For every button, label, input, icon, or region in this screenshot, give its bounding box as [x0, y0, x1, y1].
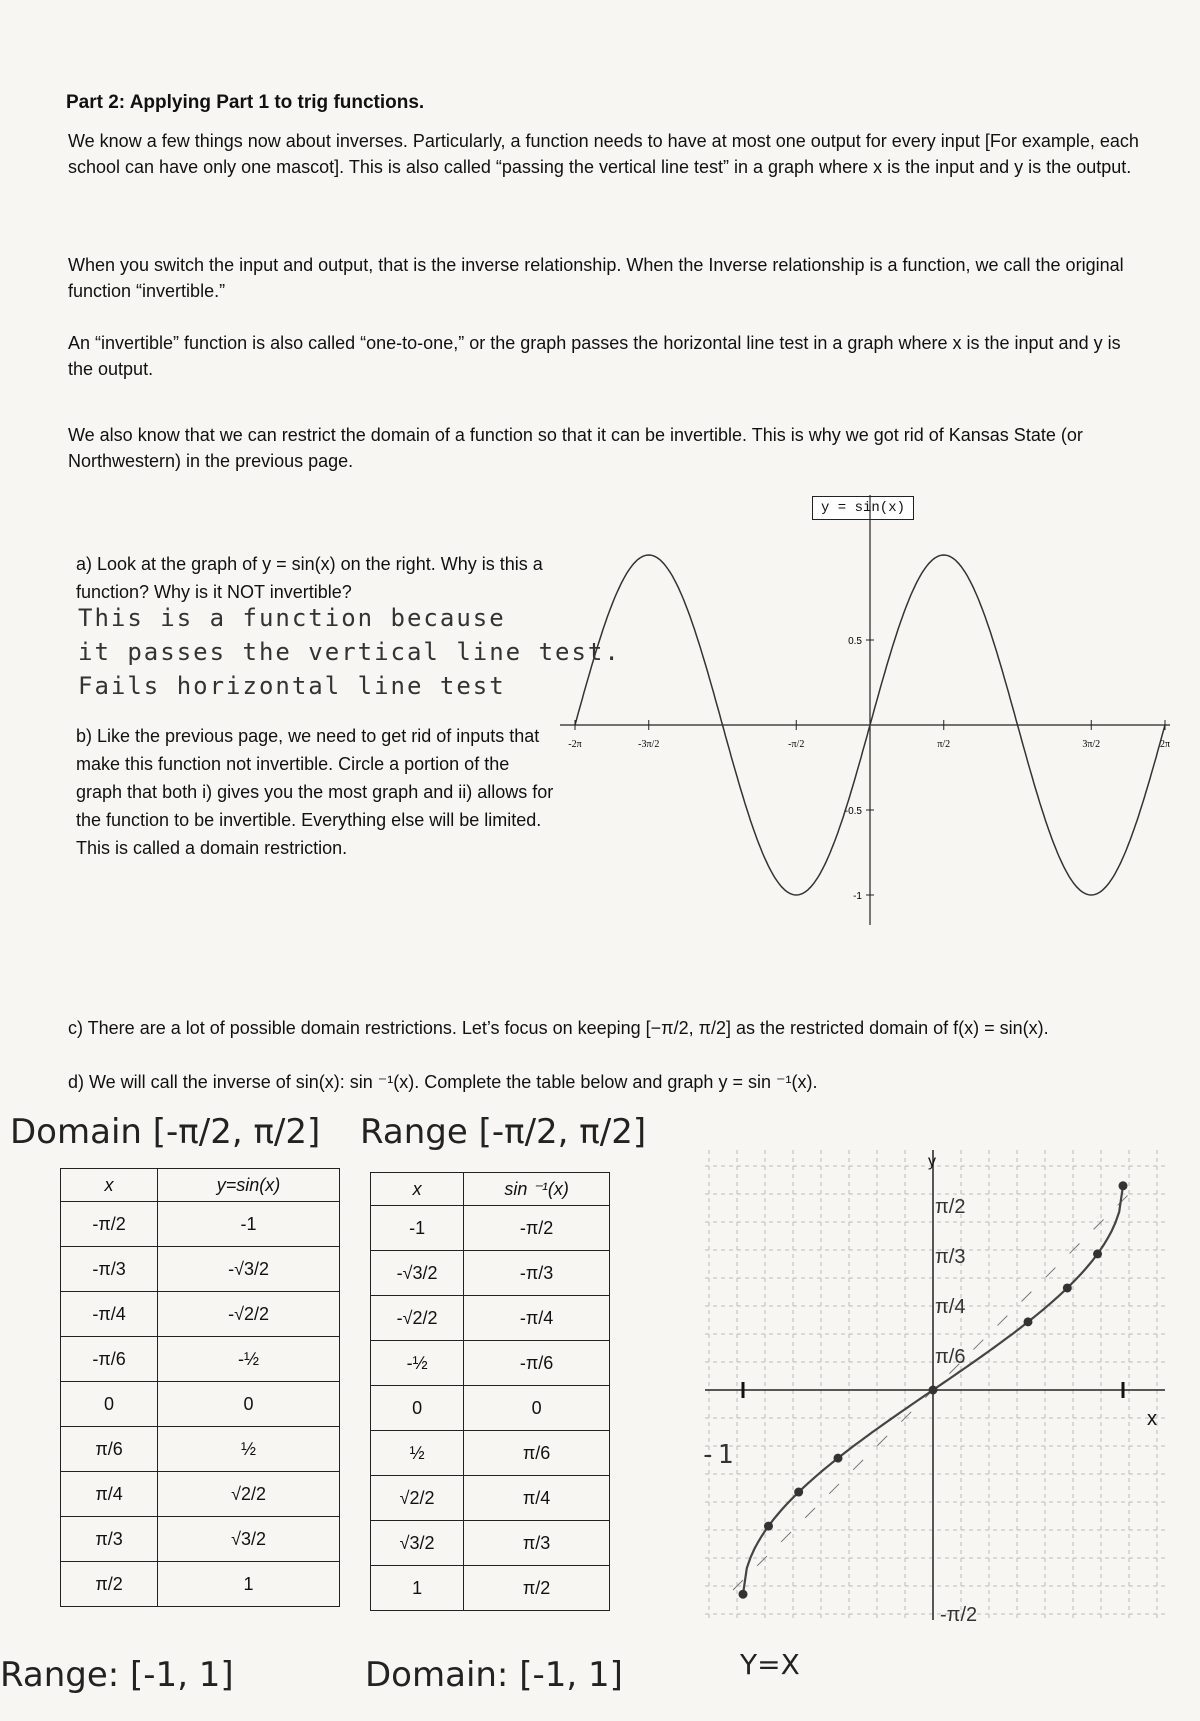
t1-y-cell: 0 [158, 1382, 340, 1427]
table-row [371, 1431, 610, 1476]
table-arcsin [370, 1172, 610, 1611]
table1-header-y: y=sin(x) [158, 1169, 340, 1202]
table-row [61, 1427, 340, 1472]
x-tick-label: -π/2 [788, 739, 805, 750]
table-row [371, 1476, 610, 1521]
t2-y-cell: -π/2 [464, 1206, 610, 1251]
graph2-label-pi2: π/2 [935, 1196, 966, 1218]
t1-x-cell: -π/4 [61, 1292, 158, 1337]
table1-header-x: x [61, 1169, 158, 1202]
table-row [371, 1521, 610, 1566]
table-row [371, 1296, 610, 1341]
x-tick-label: π/2 [937, 739, 951, 750]
t2-y-cell: π/2 [464, 1566, 610, 1611]
graph2-left-mark: -1 [700, 1440, 736, 1470]
x-tick-label: 3π/2 [1082, 739, 1101, 750]
graph2-line-label: Y=X [740, 1648, 800, 1681]
t2-x-cell: -√2/2 [371, 1296, 464, 1341]
graph2-label-pi4: π/4 [935, 1296, 966, 1318]
t2-x-cell: √3/2 [371, 1521, 464, 1566]
range-below: Range: [-1, 1] [0, 1655, 234, 1695]
data-point [1063, 1283, 1072, 1292]
t1-y-cell: √2/2 [158, 1472, 340, 1517]
table-row [371, 1566, 610, 1611]
t2-x-cell: ½ [371, 1431, 464, 1476]
t1-x-cell: π/3 [61, 1517, 158, 1562]
data-point [929, 1386, 938, 1395]
t2-x-cell: √2/2 [371, 1476, 464, 1521]
t2-y-cell: 0 [464, 1386, 610, 1431]
data-point [834, 1454, 843, 1463]
data-point [794, 1488, 803, 1497]
t2-x-cell: -1 [371, 1206, 464, 1251]
paragraph-3: An “invertible” function is also called “one-to-one,” or the graph passes the horizontal line test in a graph where x is the input and y is the output. [68, 333, 1121, 379]
graph2-label-neg-pi2: -π/2 [940, 1604, 978, 1626]
t1-y-cell: -1 [158, 1202, 340, 1247]
t1-x-cell: -π/2 [61, 1202, 158, 1247]
table-row [371, 1386, 610, 1431]
graph2-label-pi3: π/3 [935, 1246, 966, 1268]
question-a: a) Look at the graph of y = sin(x) on the right. Why is this a function? Why is it NOT invertible? [76, 554, 543, 602]
t2-y-cell: π/4 [464, 1476, 610, 1521]
t1-x-cell: -π/6 [61, 1337, 158, 1382]
data-point [764, 1522, 773, 1531]
t2-x-cell: -½ [371, 1341, 464, 1386]
paragraph-1: We know a few things now about inverses. Particularly, a function needs to have at most one output for every input [For example, each school can have only one mascot]. This is also called “passing the vertical line test” in a graph where x is the input and y is the output. [68, 131, 1139, 177]
range-note: Range [-π/2, π/2] [360, 1112, 647, 1152]
t1-y-cell: ½ [158, 1427, 340, 1472]
t2-x-cell: 0 [371, 1386, 464, 1431]
table-row [61, 1247, 340, 1292]
t2-y-cell: -π/4 [464, 1296, 610, 1341]
t2-y-cell: π/3 [464, 1521, 610, 1566]
paragraph-2: When you switch the input and output, that is the inverse relationship. When the Inverse relationship is a function, we call the original function “invertible.” [68, 255, 1124, 301]
graph2-label-pi6: π/6 [935, 1346, 966, 1368]
x-tick-label: -3π/2 [638, 739, 660, 750]
table-row [371, 1341, 610, 1386]
t1-x-cell: π/6 [61, 1427, 158, 1472]
table-row [61, 1562, 340, 1607]
t1-x-cell: π/2 [61, 1562, 158, 1607]
domain-note: Domain [-π/2, π/2] [10, 1112, 321, 1152]
graph2-y-axis-label: y [928, 1153, 936, 1170]
t1-y-cell: √3/2 [158, 1517, 340, 1562]
table-row [61, 1292, 340, 1337]
table-row [61, 1472, 340, 1517]
answer-a-line3: Fails horizontal line test [78, 672, 506, 700]
t1-x-cell: π/4 [61, 1472, 158, 1517]
x-tick-label: 2π [1159, 739, 1170, 750]
y-tick-label: -1 [853, 891, 862, 902]
table-row [371, 1206, 610, 1251]
t1-y-cell: -√3/2 [158, 1247, 340, 1292]
t1-y-cell: -½ [158, 1337, 340, 1382]
table2-header-y: sin ⁻¹(x) [464, 1173, 610, 1206]
table-row [61, 1202, 340, 1247]
t2-y-cell: π/6 [464, 1431, 610, 1476]
data-point [1093, 1249, 1102, 1258]
table2-header-x: x [371, 1173, 464, 1206]
data-point [1024, 1317, 1033, 1326]
t1-x-cell: -π/3 [61, 1247, 158, 1292]
answer-a-line1: This is a function because [78, 604, 506, 632]
sine-graph [560, 495, 1170, 925]
data-point [1119, 1181, 1128, 1190]
question-b: b) Like the previous page, we need to get rid of inputs that make this function not invertible. Circle a portion of the graph that both i) gives you the most graph and ii) allows for the function to be invertible. Everything else will be limited. This is called a domain restriction. [76, 726, 554, 858]
table-row [61, 1517, 340, 1562]
data-point [739, 1590, 748, 1599]
answer-a-line2: it passes the vertical line test. [78, 638, 621, 666]
t2-x-cell: -√3/2 [371, 1251, 464, 1296]
table-row [61, 1337, 340, 1382]
question-d: d) We will call the inverse of sin(x): sin ⁻¹(x). Complete the table below and graph y = sin ⁻¹(x). [68, 1072, 818, 1092]
t2-x-cell: 1 [371, 1566, 464, 1611]
arcsin-graph [705, 1150, 1165, 1620]
y-tick-label: 0.5 [848, 636, 862, 647]
part-title: Part 2: Applying Part 1 to trig functions. [66, 92, 425, 113]
t1-x-cell: 0 [61, 1382, 158, 1427]
table-sin [60, 1168, 340, 1607]
t2-y-cell: -π/6 [464, 1341, 610, 1386]
y-tick-label: -0.5 [844, 806, 862, 817]
table-row [61, 1382, 340, 1427]
graph-legend: y = sin(x) [812, 496, 914, 520]
table-row [371, 1251, 610, 1296]
t1-y-cell: 1 [158, 1562, 340, 1607]
domain-below: Domain: [-1, 1] [365, 1655, 623, 1695]
t2-y-cell: -π/3 [464, 1251, 610, 1296]
graph2-x-axis-label: x [1147, 1408, 1157, 1430]
question-c: c) There are a lot of possible domain restrictions. Let’s focus on keeping [−π/2, π/2] as the restricted domain of f(x) = sin(x). [68, 1018, 1049, 1038]
paragraph-4: We also know that we can restrict the domain of a function so that it can be invertible. This is why we got rid of Kansas State (or Northwestern) in the previous page. [68, 425, 1083, 471]
t1-y-cell: -√2/2 [158, 1292, 340, 1337]
x-tick-label: -2π [568, 739, 582, 750]
